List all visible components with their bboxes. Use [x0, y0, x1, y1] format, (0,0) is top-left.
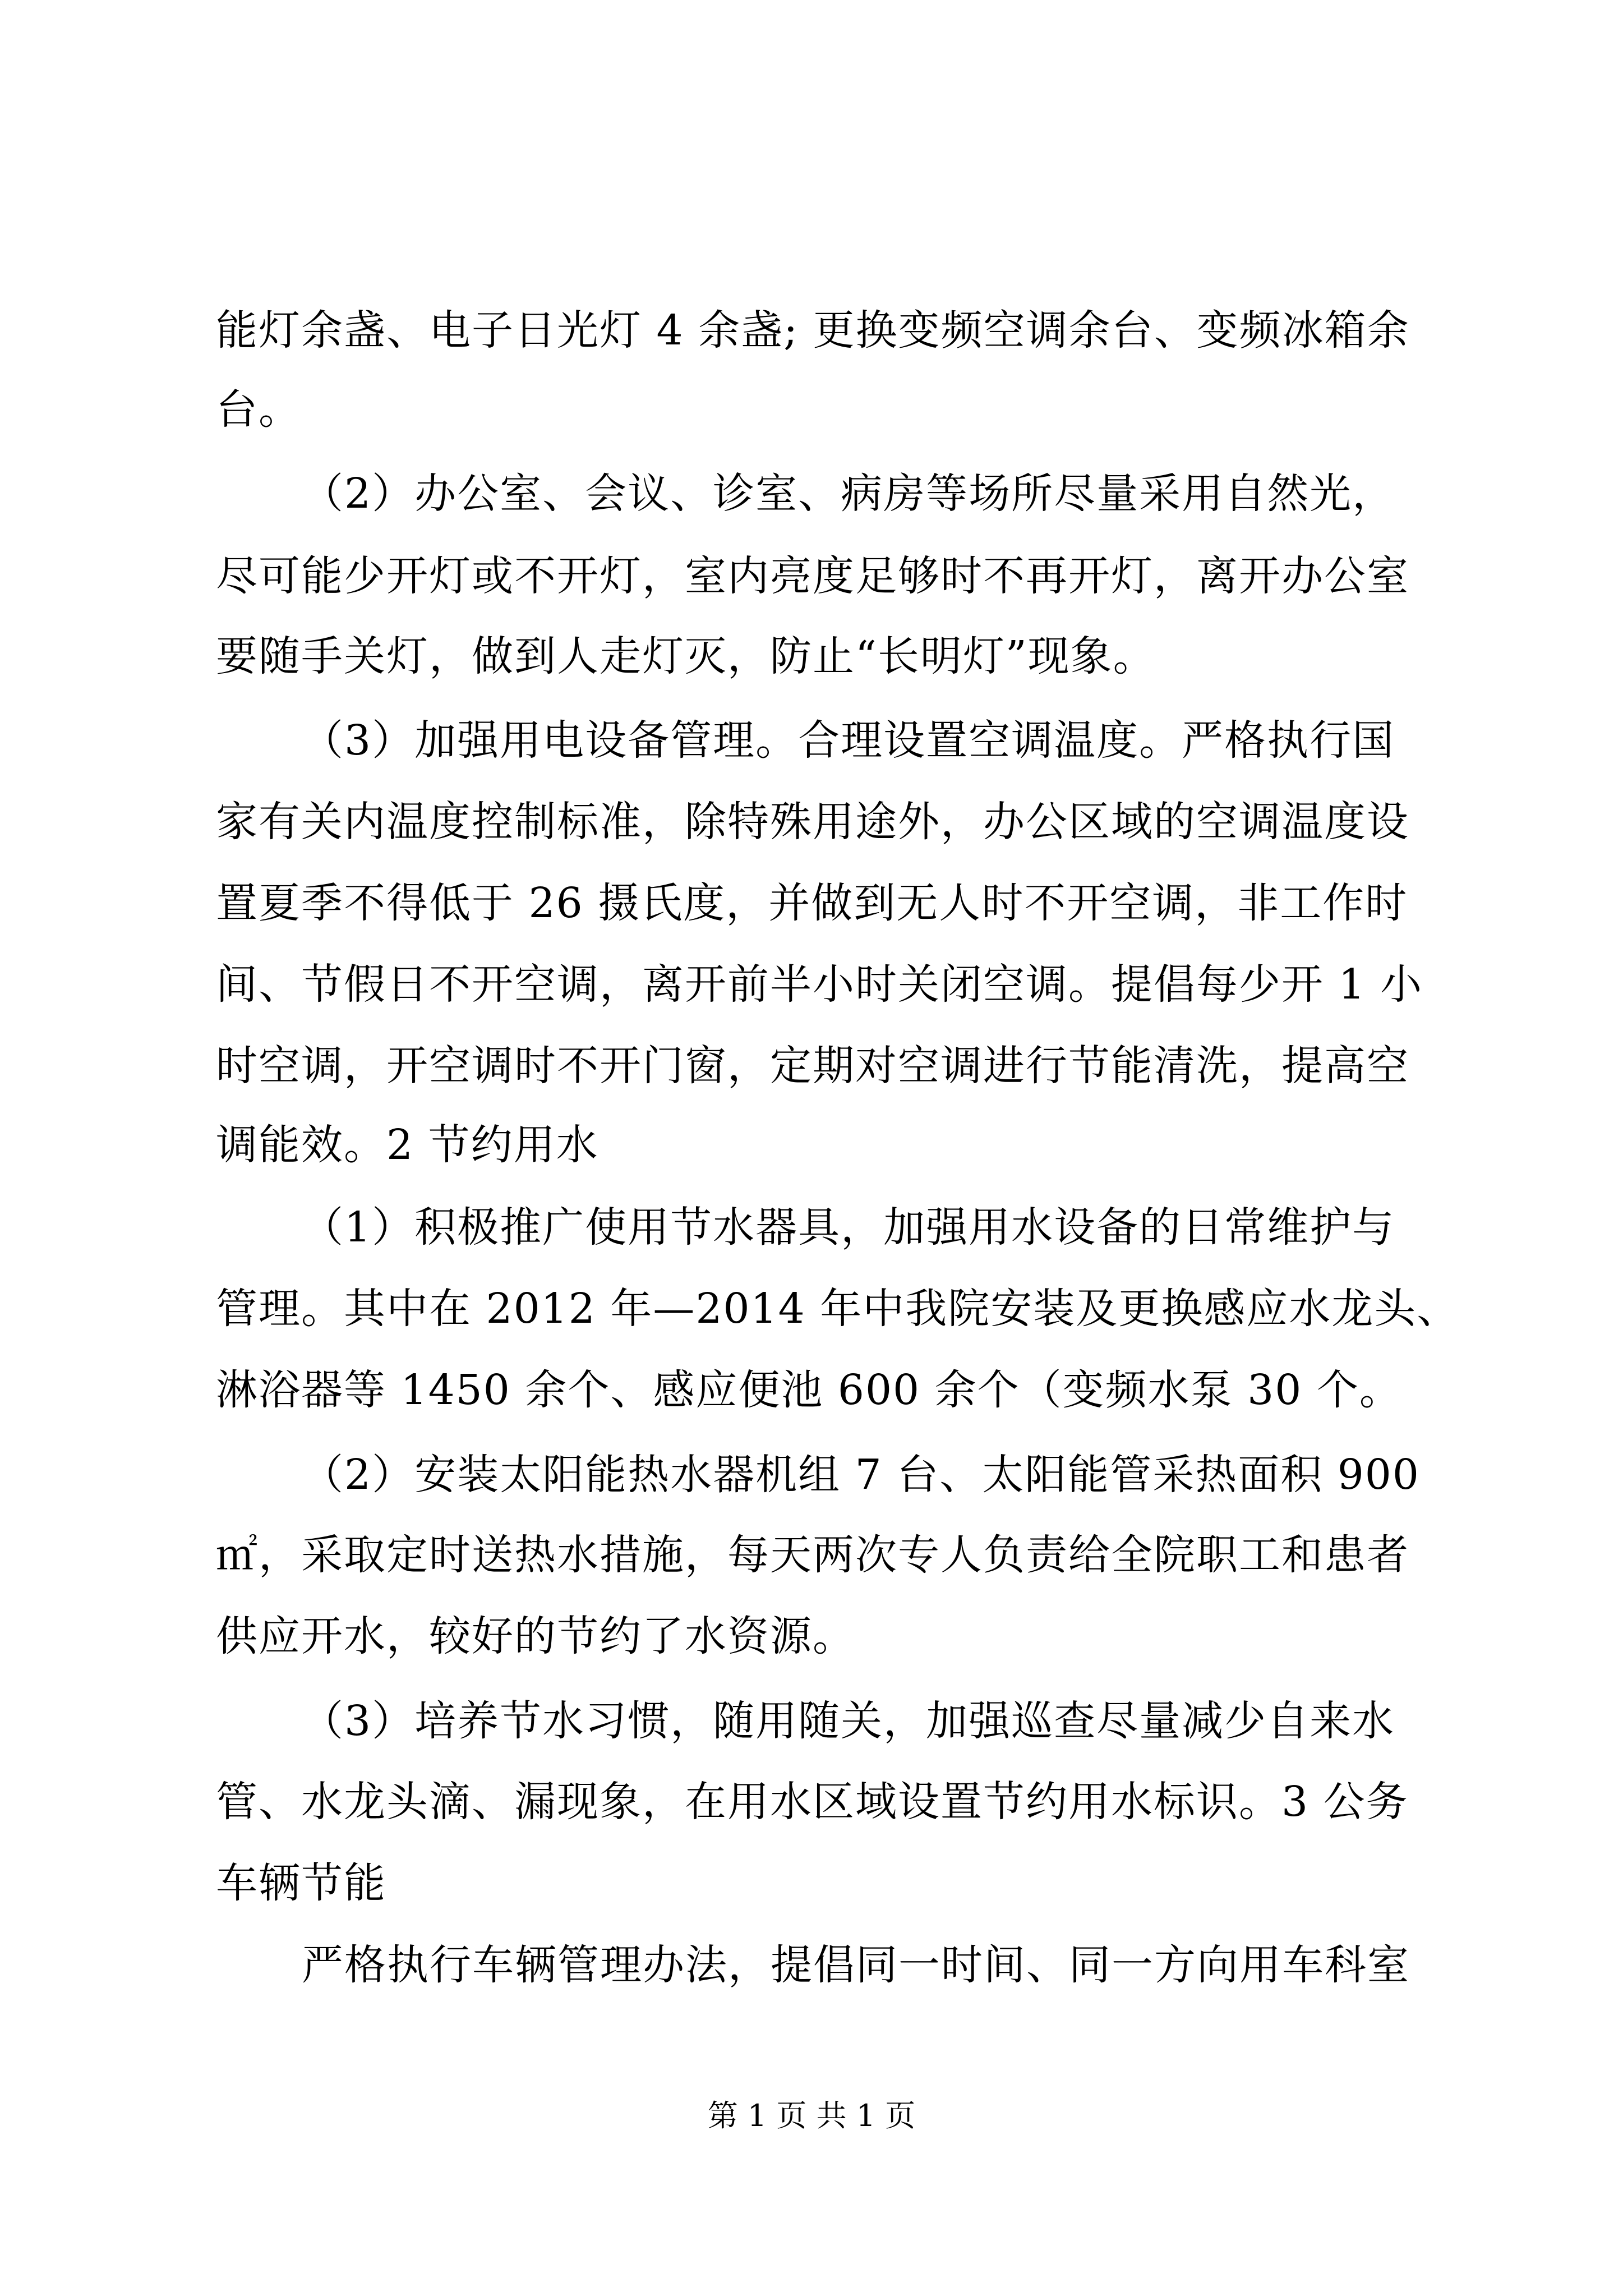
text-line-19: 管、水龙头滴、漏现象，在用水区域设置节约用水标识。3 公务 — [216, 1778, 1409, 1826]
text-line-21: 严格执行车辆管理办法，提倡同一时间、同一方向用车科室 — [302, 1941, 1410, 1989]
text-line-11: 调能效。2 节约用水 — [216, 1121, 599, 1169]
text-line-7: 家有关内温度控制标准，除特殊用途外，办公区域的空调温度设 — [216, 798, 1409, 846]
text-line-17: 供应开水，较好的节约了水资源。 — [216, 1612, 855, 1660]
text-line-10: 时空调，开空调时不开门窗，定期对空调进行节能清洗，提高空 — [216, 1042, 1409, 1090]
page-number-footer: 第 1 页 共 1 页 — [707, 2098, 916, 2133]
text-line-5: 要随手关灯，做到人走灯灭，防止“长明灯”现象。 — [216, 632, 1156, 680]
text-line-18: （3）培养节水习惯，随用随关，加强巡查尽量减少自来水 — [302, 1697, 1395, 1745]
text-line-14: 淋浴器等 1450 余个、感应便池 600 余个（变频水泵 30 个。 — [216, 1366, 1402, 1414]
text-line-15: （2）安装太阳能热水器机组 7 台、太阳能管采热面积 900 — [302, 1451, 1420, 1499]
text-line-12: （1）积极推广使用节水器具，加强用水设备的日常维护与 — [302, 1203, 1395, 1251]
text-line-2: 台。 — [216, 385, 301, 434]
text-line-6: （3）加强用电设备管理。合理设置空调温度。严格执行国 — [302, 716, 1395, 765]
text-line-9: 间、节假日不开空调，离开前半小时关闭空调。提倡每少开 1 小 — [216, 960, 1423, 1009]
text-line-13: 管理。其中在 2012 年—2014 年中我院安装及更换感应水龙头、 — [216, 1285, 1460, 1333]
text-line-20: 车辆节能 — [216, 1859, 386, 1907]
text-line-16: ㎡，采取定时送热水措施，每天两次专人负责给全院职工和患者 — [216, 1531, 1409, 1579]
text-line-1: 能灯余盏、电子日光灯 4 余盏; 更换变频空调余台、变频冰箱余 — [216, 306, 1410, 355]
text-line-8: 置夏季不得低于 26 摄氏度，并做到无人时不开空调，非工作时 — [216, 879, 1408, 927]
text-line-4: 尽可能少开灯或不开灯，室内亮度足够时不再开灯，离开办公室 — [216, 552, 1409, 600]
text-line-3: （2）办公室、会议、诊室、病房等场所尽量采用自然光， — [302, 470, 1395, 518]
